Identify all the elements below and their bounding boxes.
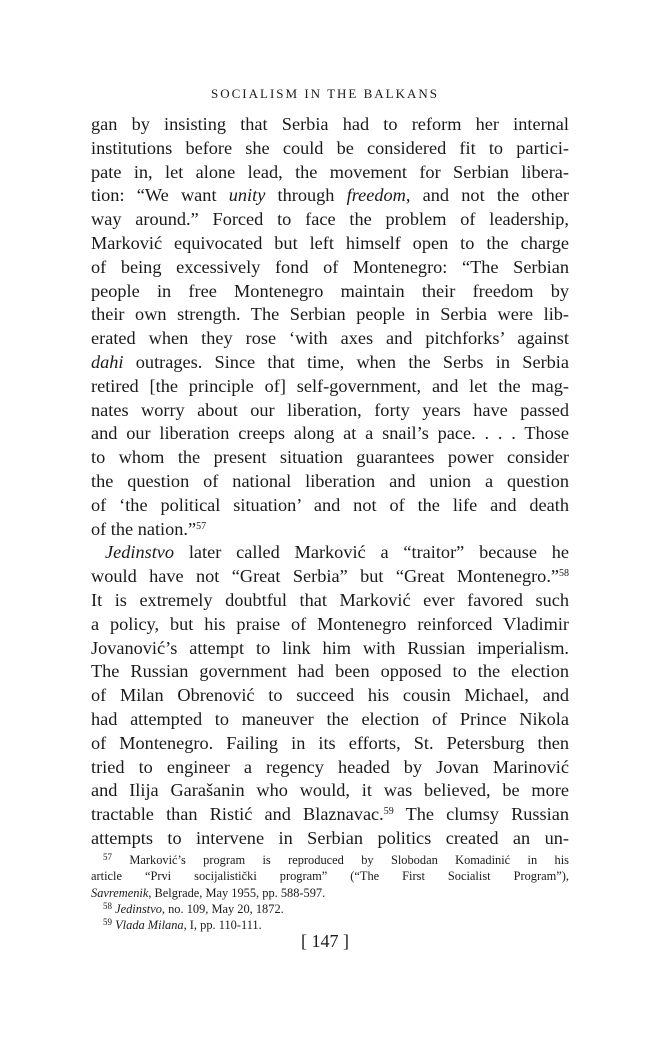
text-line: of being excessively fond of Montenegro: “The Serbian bbox=[91, 256, 569, 277]
text-line: tried to engineer a regency headed by Jovan Marinović bbox=[91, 756, 569, 777]
text-line: had attempted to maneuver the election of Prince Nikola bbox=[91, 708, 569, 729]
body-text bbox=[91, 113, 569, 851]
footnote-line: Savremenik, Belgrade, May 1955, pp. 588-597. bbox=[91, 885, 326, 900]
text-line: their own strength. The Serbian people in Serbia were lib- bbox=[91, 304, 569, 325]
page-number: [ 147 ] bbox=[301, 931, 349, 951]
text-line: nates worry about our liberation, forty years have passed bbox=[91, 399, 569, 420]
text-line: and Ilija Garašanin who would, it was believed, be more bbox=[91, 780, 569, 801]
text-line: dahi outrages. Since that time, when the Serbs in Serbia bbox=[91, 351, 569, 372]
footnote-line: $^{59}$ Vlada Milana, I, pp. 110-111. bbox=[103, 917, 262, 933]
text-line: people in free Montenegro maintain their freedom by bbox=[91, 280, 569, 301]
text-line: Jedinstvo later called Marković a “traitor” because he bbox=[105, 542, 569, 563]
text-line: It is extremely doubtful that Marković ever favored such bbox=[91, 589, 569, 610]
text-line: would have not “Great Serbia” but “Great Montenegro.”$^{58}$ bbox=[91, 566, 569, 587]
text-line: Marković equivocated but left himself open to the charge bbox=[91, 232, 569, 253]
text-line: attempts to intervene in Serbian politics created an un- bbox=[91, 827, 569, 848]
text-line: gan by insisting that Serbia had to reform her internal bbox=[91, 114, 569, 134]
text-line: and our liberation creeps along at a snail’s pace. . . . Those bbox=[91, 423, 569, 444]
text-line: of Montenegro. Failing in its efforts, St. Petersburg then bbox=[91, 732, 569, 753]
footnote-line: article “Prvi socijalistički program” (“The First Socialist Program”), bbox=[91, 869, 569, 884]
text-line: the question of national liberation and union a question bbox=[91, 470, 569, 491]
text-line: Jovanović’s attempt to link him with Russian imperialism. bbox=[91, 637, 569, 658]
text-line: of Milan Obrenović to succeed his cousin Michael, and bbox=[91, 685, 569, 706]
text-line: way around.” Forced to face the problem of leadership, bbox=[91, 209, 569, 230]
footnote-line: $^{58}$ Jedinstvo, no. 109, May 20, 1872. bbox=[103, 900, 284, 916]
text-line: The Russian government had been opposed to the election bbox=[91, 661, 569, 682]
text-line: a policy, but his praise of Montenegro reinforced Vladimir bbox=[91, 613, 569, 634]
running-head: SOCIALISM IN THE BALKANS bbox=[211, 86, 439, 101]
footnote-line: $^{57}$ Marković’s program is reproduced by Slobodan Komadinić in his bbox=[103, 852, 569, 867]
text-line: tractable than Ristić and Blaznavac.$^{59}$ The clumsy Russian bbox=[91, 804, 569, 825]
text-line: to whom the present situation guarantees power consider bbox=[91, 447, 569, 468]
text-line: tion: “We want unity through freedom, and not the other bbox=[91, 185, 569, 206]
text-line: of the nation.”$^{57}$ bbox=[91, 518, 207, 539]
text-line: retired [the principle of] self-government, and let the mag- bbox=[91, 375, 569, 396]
text-line: of ‘the political situation’ and not of the life and death bbox=[91, 494, 569, 515]
text-line: institutions before she could be considered fit to partici- bbox=[91, 137, 569, 158]
text-line: erated when they rose ‘with axes and pitchforks’ against bbox=[91, 328, 569, 349]
text-line: pate in, let alone lead, the movement for Serbian libera- bbox=[91, 161, 569, 182]
footnotes bbox=[91, 852, 569, 933]
